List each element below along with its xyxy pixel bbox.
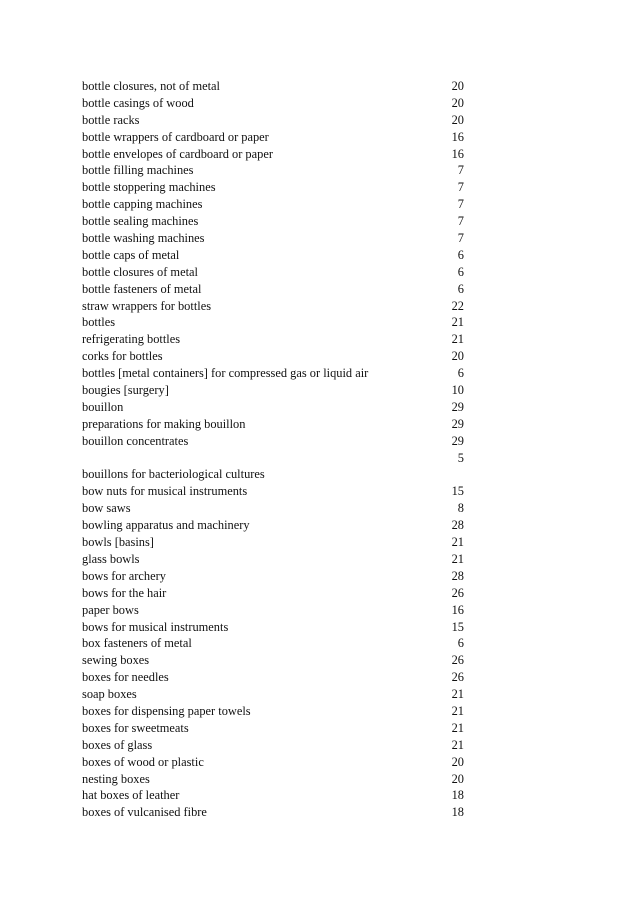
list-item	[82, 619, 464, 636]
list-item	[82, 551, 464, 568]
item-term: bow nuts for musical instruments	[82, 484, 248, 499]
item-term: bottle wrappers of cardboard or paper	[82, 129, 269, 144]
item-term: bottle washing machines	[82, 231, 205, 245]
list-item	[82, 129, 464, 146]
item-term: soap boxes	[82, 687, 137, 702]
list-item	[82, 602, 464, 619]
item-term: nesting boxes	[82, 771, 150, 786]
list-item	[82, 78, 464, 95]
item-class-number: 6	[457, 366, 464, 381]
list-item	[82, 686, 464, 703]
list-item	[82, 281, 464, 298]
item-class-number: 28	[451, 518, 464, 533]
list-item	[82, 416, 464, 433]
list-item	[82, 804, 464, 821]
list-item	[82, 146, 464, 163]
item-class-number: 20	[451, 112, 464, 127]
item-term: boxes for needles	[82, 670, 169, 685]
item-term: bottle closures, not of metal	[82, 78, 220, 93]
list-item	[82, 517, 464, 534]
item-class-number: 18	[451, 805, 464, 820]
list-item	[82, 483, 464, 500]
item-class-number: 26	[451, 670, 464, 685]
list-item	[82, 331, 464, 348]
item-class-number: 10	[451, 383, 464, 398]
item-term: hat boxes of leather	[82, 788, 180, 803]
item-term: refrigerating bottles	[82, 332, 181, 347]
list-item	[82, 382, 464, 399]
list-item	[82, 162, 464, 179]
item-class-number: 18	[451, 788, 464, 803]
item-term: bows for archery	[82, 568, 166, 583]
list-item	[82, 534, 464, 551]
item-term: straw wrappers for bottles	[82, 298, 212, 313]
item-class-number: 7	[457, 214, 464, 229]
item-class-number: 6	[457, 636, 464, 651]
item-class-number: 16	[451, 129, 464, 144]
list-item	[82, 433, 464, 450]
item-class-number: 29	[451, 399, 464, 414]
list-item	[82, 112, 464, 129]
item-term: boxes of wood or plastic	[82, 754, 204, 769]
list-item	[82, 264, 464, 281]
item-term: bowling apparatus and machinery	[82, 518, 250, 533]
item-term: preparations for making bouillon	[82, 416, 246, 431]
item-class-number: 29	[451, 416, 464, 431]
item-term: sewing boxes	[82, 653, 150, 668]
item-term: bottles	[82, 315, 116, 330]
list-item	[82, 95, 464, 112]
item-term: bows for the hair	[82, 585, 167, 600]
item-term: bouillons for bacteriological cultures	[82, 467, 265, 482]
list-item	[82, 500, 464, 517]
item-class-number: 21	[451, 332, 464, 347]
list-item	[82, 568, 464, 585]
item-term: bottle envelopes of cardboard or paper	[82, 146, 273, 161]
list-item	[82, 635, 464, 652]
list-item	[82, 213, 464, 230]
list-item	[82, 348, 464, 365]
item-class-number: 29	[451, 433, 464, 448]
item-class-number: 21	[451, 703, 464, 718]
list-item	[82, 230, 464, 247]
item-term: bottle filling machines	[82, 163, 194, 178]
list-item	[82, 450, 464, 484]
list-item	[82, 703, 464, 720]
item-term: bow saws	[82, 501, 131, 516]
item-class-number: 21	[451, 720, 464, 735]
item-term: paper bows	[82, 602, 139, 617]
list-item	[82, 787, 464, 804]
item-class-number: 20	[451, 771, 464, 786]
item-term: bouillon	[82, 399, 124, 414]
list-item	[82, 585, 464, 602]
item-class-number: 15	[451, 484, 464, 499]
item-class-number: 28	[451, 568, 464, 583]
item-class-number: 16	[451, 146, 464, 161]
list-item	[82, 399, 464, 416]
item-term: bowls [basins]	[82, 535, 154, 550]
list-item	[82, 314, 464, 331]
term-list	[82, 78, 464, 821]
item-term: bottle fasteners of metal	[82, 281, 202, 296]
item-class-number: 6	[457, 247, 464, 262]
item-class-number: 20	[451, 754, 464, 769]
list-item	[82, 771, 464, 788]
item-term: bows for musical instruments	[82, 619, 229, 634]
item-term: bottle closures of metal	[82, 264, 198, 279]
item-term: boxes for sweetmeats	[82, 720, 189, 735]
item-class-number: 15	[451, 619, 464, 634]
list-item	[82, 669, 464, 686]
item-class-number: 16	[451, 602, 464, 617]
item-term: boxes for dispensing paper towels	[82, 703, 251, 718]
item-class-number: 21	[451, 687, 464, 702]
item-class-number: 7	[457, 163, 464, 178]
item-class-number: 20	[451, 79, 464, 93]
list-item	[82, 196, 464, 213]
item-class-number: 6	[457, 264, 464, 279]
item-class-number: 26	[451, 653, 464, 668]
item-class-number: 5	[457, 450, 464, 465]
item-term: boxes of vulcanised fibre	[82, 805, 207, 820]
item-term: bouillon concentrates	[82, 433, 189, 448]
item-class-number: 8	[457, 501, 464, 516]
item-class-number: 6	[457, 281, 464, 296]
list-item	[82, 652, 464, 669]
item-term: bottle casings of wood	[82, 95, 194, 110]
item-term: bottles [metal containers] for compressed gas or liquid air	[82, 366, 369, 381]
item-class-number: 20	[451, 349, 464, 364]
item-class-number: 7	[457, 180, 464, 195]
item-term: bottle stoppering machines	[82, 180, 216, 195]
item-term: bottle sealing machines	[82, 214, 199, 229]
item-class-number: 21	[451, 737, 464, 752]
list-item	[82, 737, 464, 754]
list-item	[82, 365, 464, 382]
item-term: boxes of glass	[82, 737, 153, 752]
item-term: corks for bottles	[82, 349, 163, 364]
list-item	[82, 179, 464, 196]
item-class-number: 22	[451, 298, 464, 313]
item-class-number: 7	[457, 231, 464, 246]
list-item	[82, 720, 464, 737]
item-term: box fasteners of metal	[82, 636, 192, 651]
item-class-number: 21	[451, 535, 464, 550]
item-term: bottle racks	[82, 112, 140, 127]
item-term: bottle caps of metal	[82, 247, 180, 262]
item-class-number: 21	[451, 551, 464, 566]
list-item	[82, 247, 464, 264]
item-term: bottle capping machines	[82, 197, 203, 212]
list-item	[82, 754, 464, 771]
item-term: bougies [surgery]	[82, 383, 169, 398]
item-class-number: 21	[451, 315, 464, 330]
item-class-number: 20	[451, 95, 464, 110]
item-class-number: 7	[457, 197, 464, 212]
list-item	[82, 298, 464, 315]
item-term: glass bowls	[82, 551, 140, 566]
item-class-number: 26	[451, 585, 464, 600]
